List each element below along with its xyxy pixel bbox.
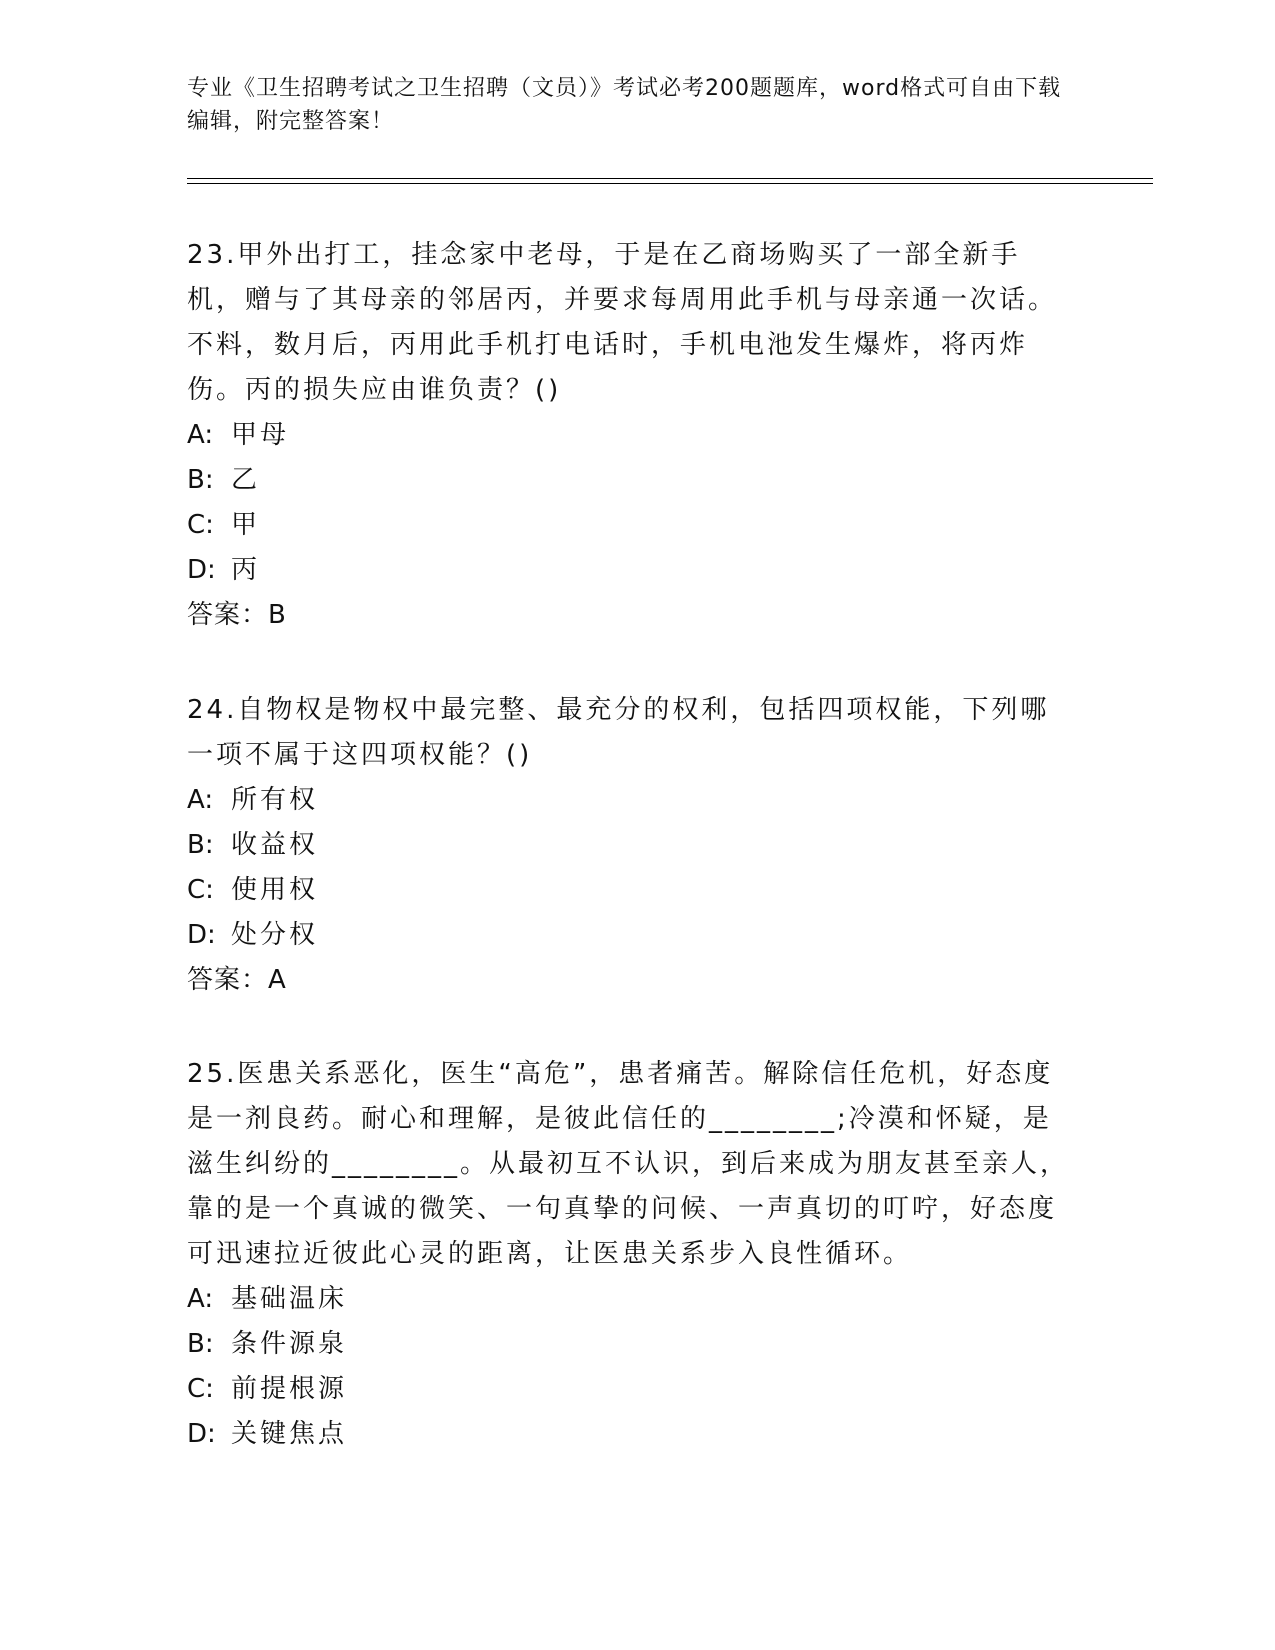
option-text: 丙 — [231, 555, 261, 585]
option-letter: B: — [187, 830, 214, 860]
option-letter: A: — [187, 1284, 214, 1314]
option-a — [187, 413, 1077, 458]
question-25 — [187, 1052, 1077, 1457]
option-letter: D: — [187, 920, 216, 950]
option-text: 条件源泉 — [231, 1329, 348, 1359]
option-text: 基础温床 — [231, 1284, 348, 1314]
option-b — [187, 1322, 1077, 1367]
option-text: 前提根源 — [231, 1374, 348, 1404]
header-divider-bottom — [187, 183, 1153, 184]
option-d — [187, 548, 1077, 593]
option-b — [187, 458, 1077, 503]
option-text: 甲 — [231, 510, 261, 540]
question-stem: 23.甲外出打工，挂念家中老母，于是在乙商场购买了一部全新手机，赠与了其母亲的邻居丙，并要求每周用此手机与母亲通一次话。不料，数月后，丙用此手机打电话时，手机电池发生爆炸，将丙炸伤。丙的损失应由谁负责？() — [187, 240, 1058, 405]
option-text: 收益权 — [231, 830, 319, 860]
option-text: 关键焦点 — [231, 1419, 348, 1449]
option-a — [187, 778, 1077, 823]
option-c — [187, 503, 1077, 548]
option-text: 所有权 — [231, 785, 319, 815]
option-text: 乙 — [231, 465, 261, 495]
option-c — [187, 1367, 1077, 1412]
option-text: 甲母 — [231, 420, 290, 450]
option-letter: B: — [187, 465, 214, 495]
option-letter: A: — [187, 420, 214, 450]
option-b — [187, 823, 1077, 868]
option-c — [187, 868, 1077, 913]
answer-line: 答案：B — [187, 600, 287, 630]
option-letter: B: — [187, 1329, 214, 1359]
option-letter: C: — [187, 510, 214, 540]
question-24 — [187, 688, 1077, 1003]
option-text: 处分权 — [231, 920, 319, 950]
question-23 — [187, 233, 1077, 638]
option-a — [187, 1277, 1077, 1322]
option-letter: D: — [187, 555, 216, 585]
document-intro: 专业《卫生招聘考试之卫生招聘（文员）》考试必考200题题库，word格式可自由下载编辑，附完整答案！ — [187, 76, 1062, 134]
question-stem: 24.自物权是物权中最完整、最充分的权利，包括四项权能，下列哪一项不属于这四项权能？() — [187, 695, 1050, 770]
option-letter: C: — [187, 1374, 214, 1404]
option-text: 使用权 — [231, 875, 319, 905]
option-letter: D: — [187, 1419, 216, 1449]
option-d — [187, 913, 1077, 958]
option-letter: A: — [187, 785, 214, 815]
option-d — [187, 1412, 1077, 1457]
header-divider-top — [187, 178, 1153, 179]
question-stem: 25.医患关系恶化，医生“高危”，患者痛苦。解除信任危机，好态度是一剂良药。耐心和理解，是彼此信任的________;冷漠和怀疑，是滋生纠纷的________。从最初互不认识，到后来成为朋友甚至亲人，靠的是一个真诚的微笑、一句真挚的问候、一声真切的叮咛，好态度可迅速拉近彼此心灵的距离，让医患关系步入良性循环。 — [187, 1059, 1070, 1269]
answer-line: 答案：A — [187, 965, 287, 995]
option-letter: C: — [187, 875, 214, 905]
